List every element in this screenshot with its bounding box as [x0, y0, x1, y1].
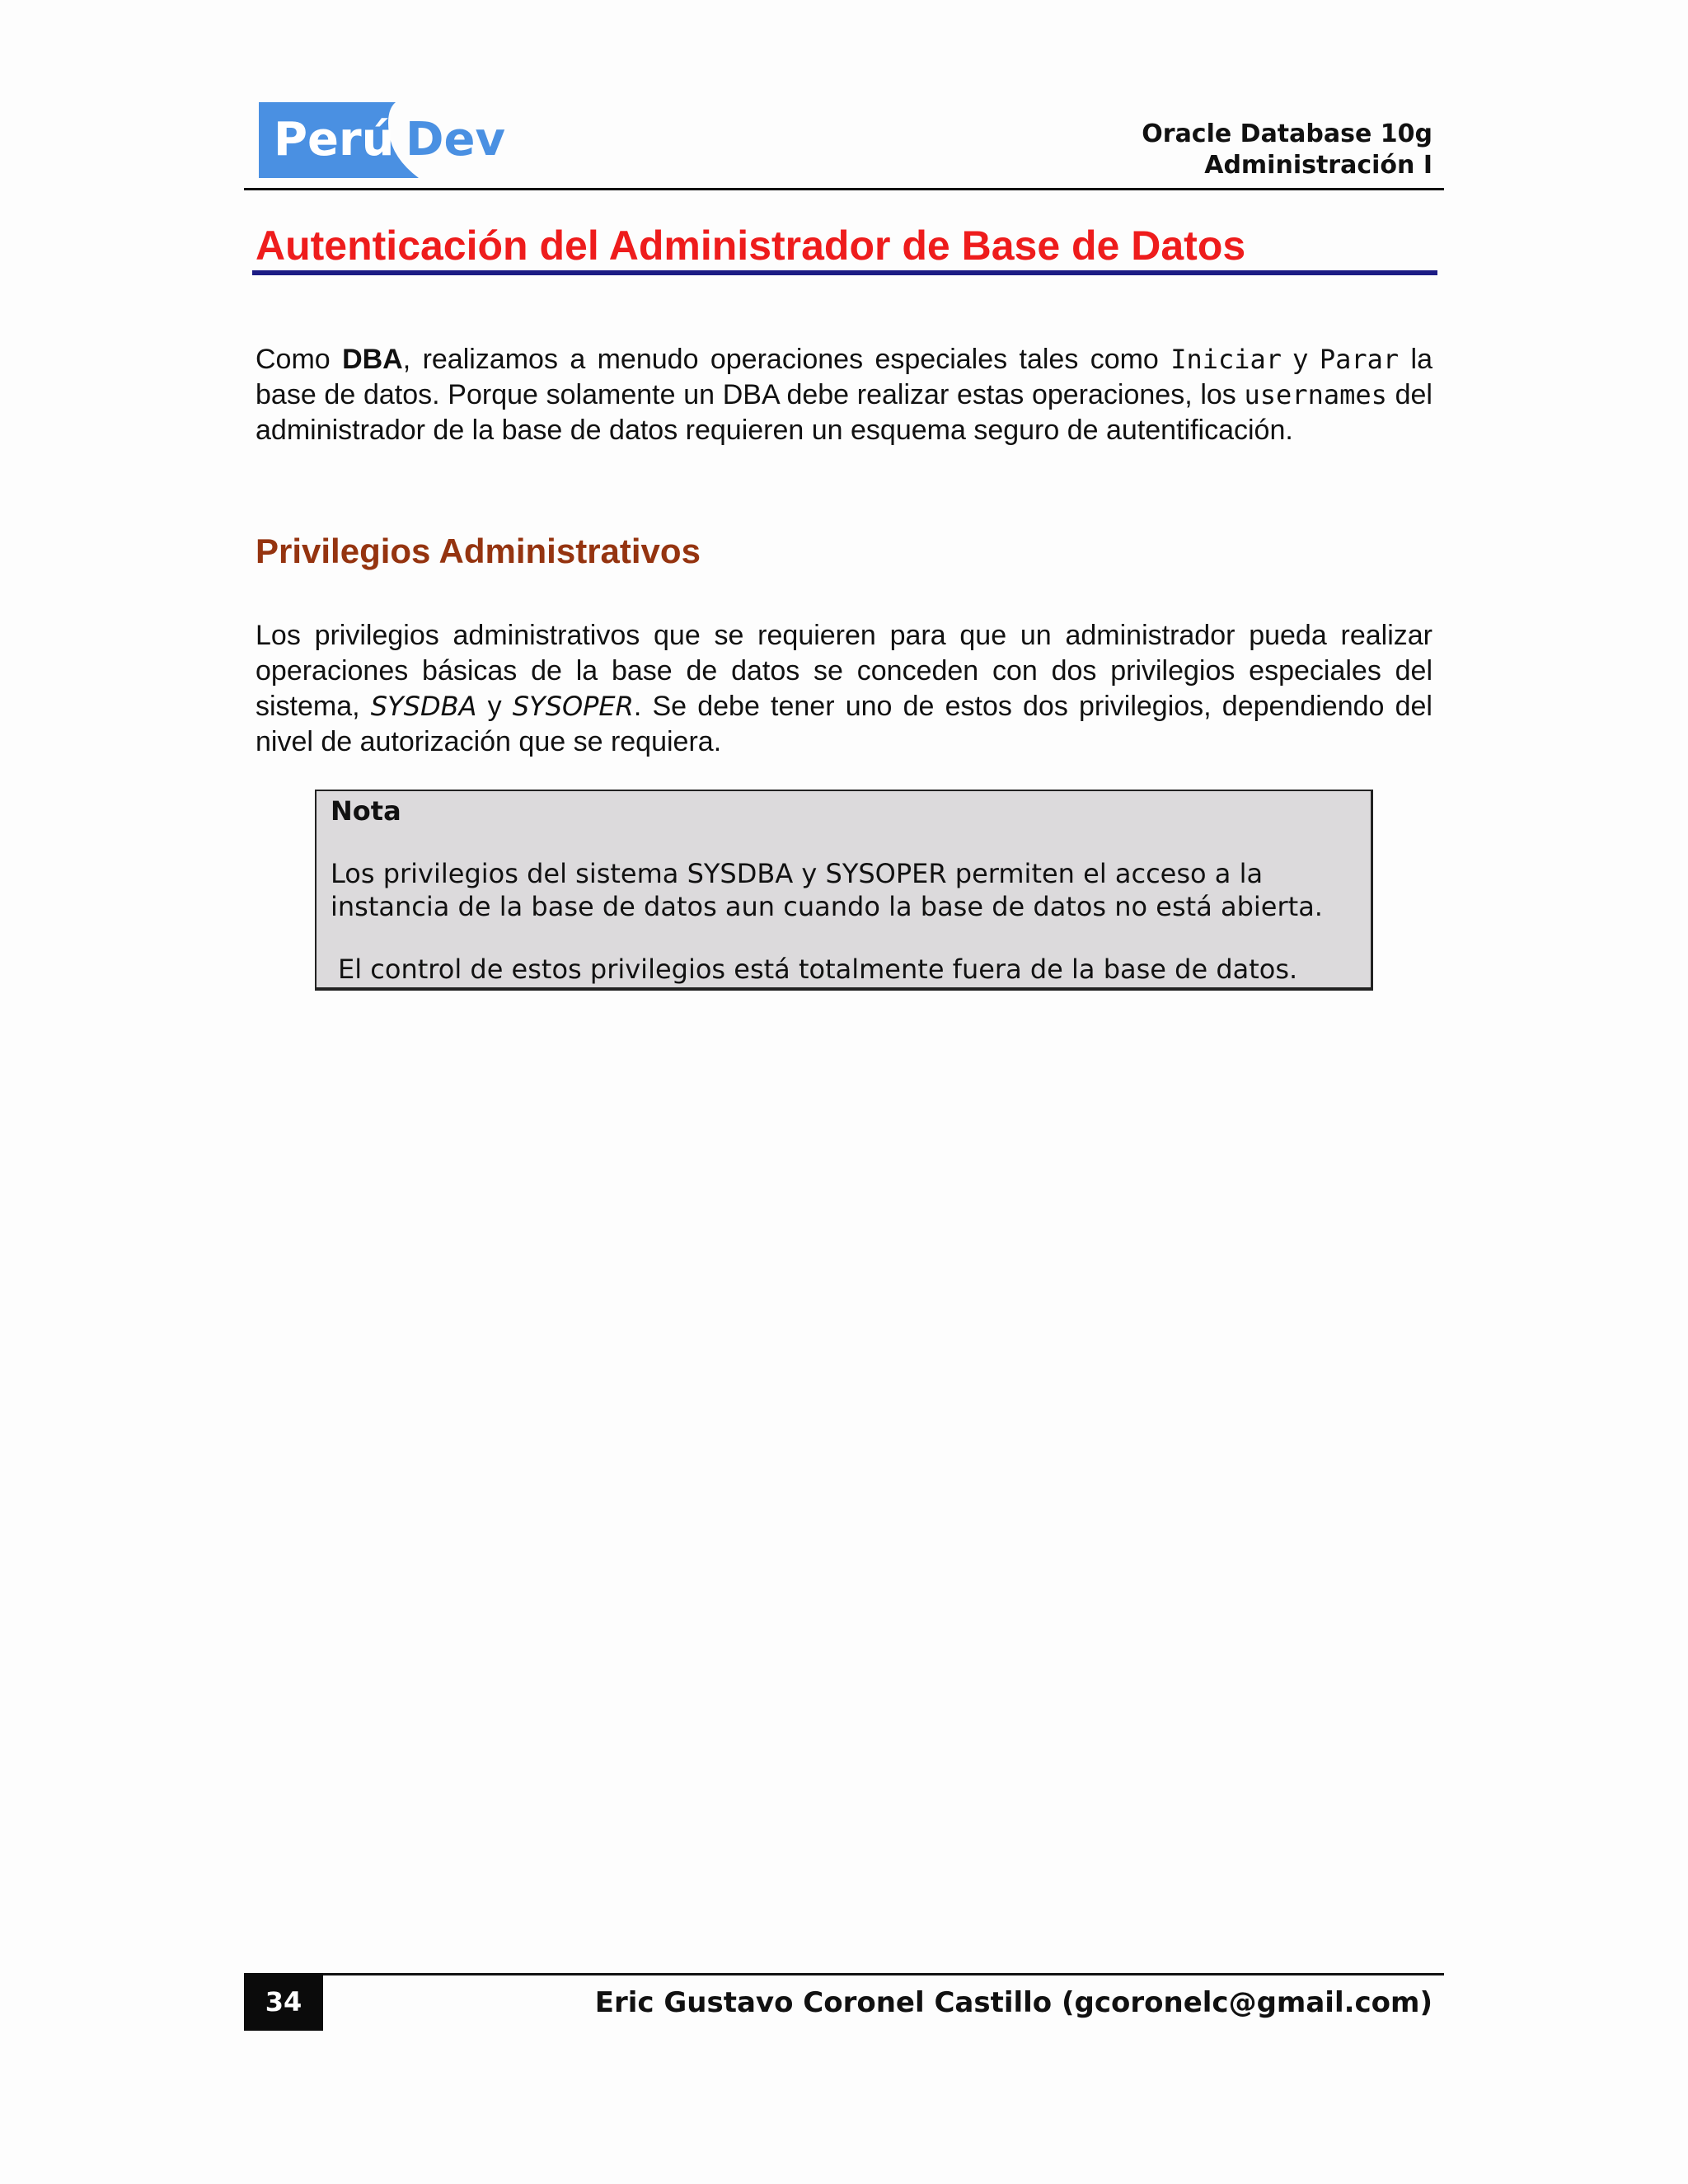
footer-author: Eric Gustavo Coronel Castillo (gcoronelc@gmail.com)	[594, 1986, 1432, 2019]
intro-text-5: del administrador de la base de datos requieren un esquema seguro de autentificación.	[256, 379, 1432, 446]
usernames-term: usernames	[1244, 379, 1387, 410]
note-title: Nota	[331, 795, 401, 827]
header-divider	[244, 188, 1444, 190]
privileges-text-2: y	[476, 691, 513, 722]
note-text: Los privilegios del sistema SYSDBA y SYSOPER permiten el acceso a la instancia de la base de datos aun cuando la base de datos no está abierta.	[331, 858, 1323, 922]
sysoper-term: SYSOPER	[512, 691, 634, 722]
logo-image	[257, 101, 529, 180]
intro-text-1: Como	[256, 344, 343, 375]
parar-term: Parar	[1319, 344, 1400, 375]
intro-text-4: la base de datos. Porque solamente un DBA debe realizar estas operaciones, los	[256, 344, 1432, 410]
note-text-2: El control de estos privilegios está totalmente fuera de la base de datos.	[338, 954, 1298, 985]
title-underline	[252, 270, 1437, 275]
page-title: Autenticación del Administrador de Base de Datos	[256, 223, 1246, 269]
logo-text-dev: Dev	[406, 113, 505, 166]
book-title: Oracle Database 10g	[1142, 120, 1432, 148]
footer-divider	[244, 1973, 1444, 1975]
section-heading: Privilegios Administrativos	[256, 532, 701, 570]
dba-term: DBA	[342, 344, 403, 375]
intro-paragraph	[256, 342, 1432, 448]
logo-text-peru: Perú	[274, 113, 395, 166]
iniciar-term: Iniciar	[1170, 344, 1282, 375]
privileges-paragraph	[256, 618, 1432, 760]
intro-text-3: y	[1282, 344, 1320, 375]
intro-text-2: , realizamos a menudo operaciones especiales tales como	[402, 344, 1171, 375]
privileges-text-1: Los privilegios administrativos que se requieren para que un administrador pueda realizar operaciones básicas de la base de datos se conceden con dos privilegios especiales del sistema,	[256, 620, 1432, 722]
page-number: 34	[244, 1973, 323, 2031]
privileges-text-3: . Se debe tener uno de estos dos privilegios, dependiendo del nivel de autorización que se requiera.	[256, 691, 1432, 757]
book-subtitle: Administración I	[1204, 151, 1432, 180]
header-book-info	[1142, 119, 1432, 181]
peru-dev-logo	[257, 101, 529, 180]
sysdba-term: SYSDBA	[370, 691, 477, 722]
note-box	[315, 790, 1373, 991]
